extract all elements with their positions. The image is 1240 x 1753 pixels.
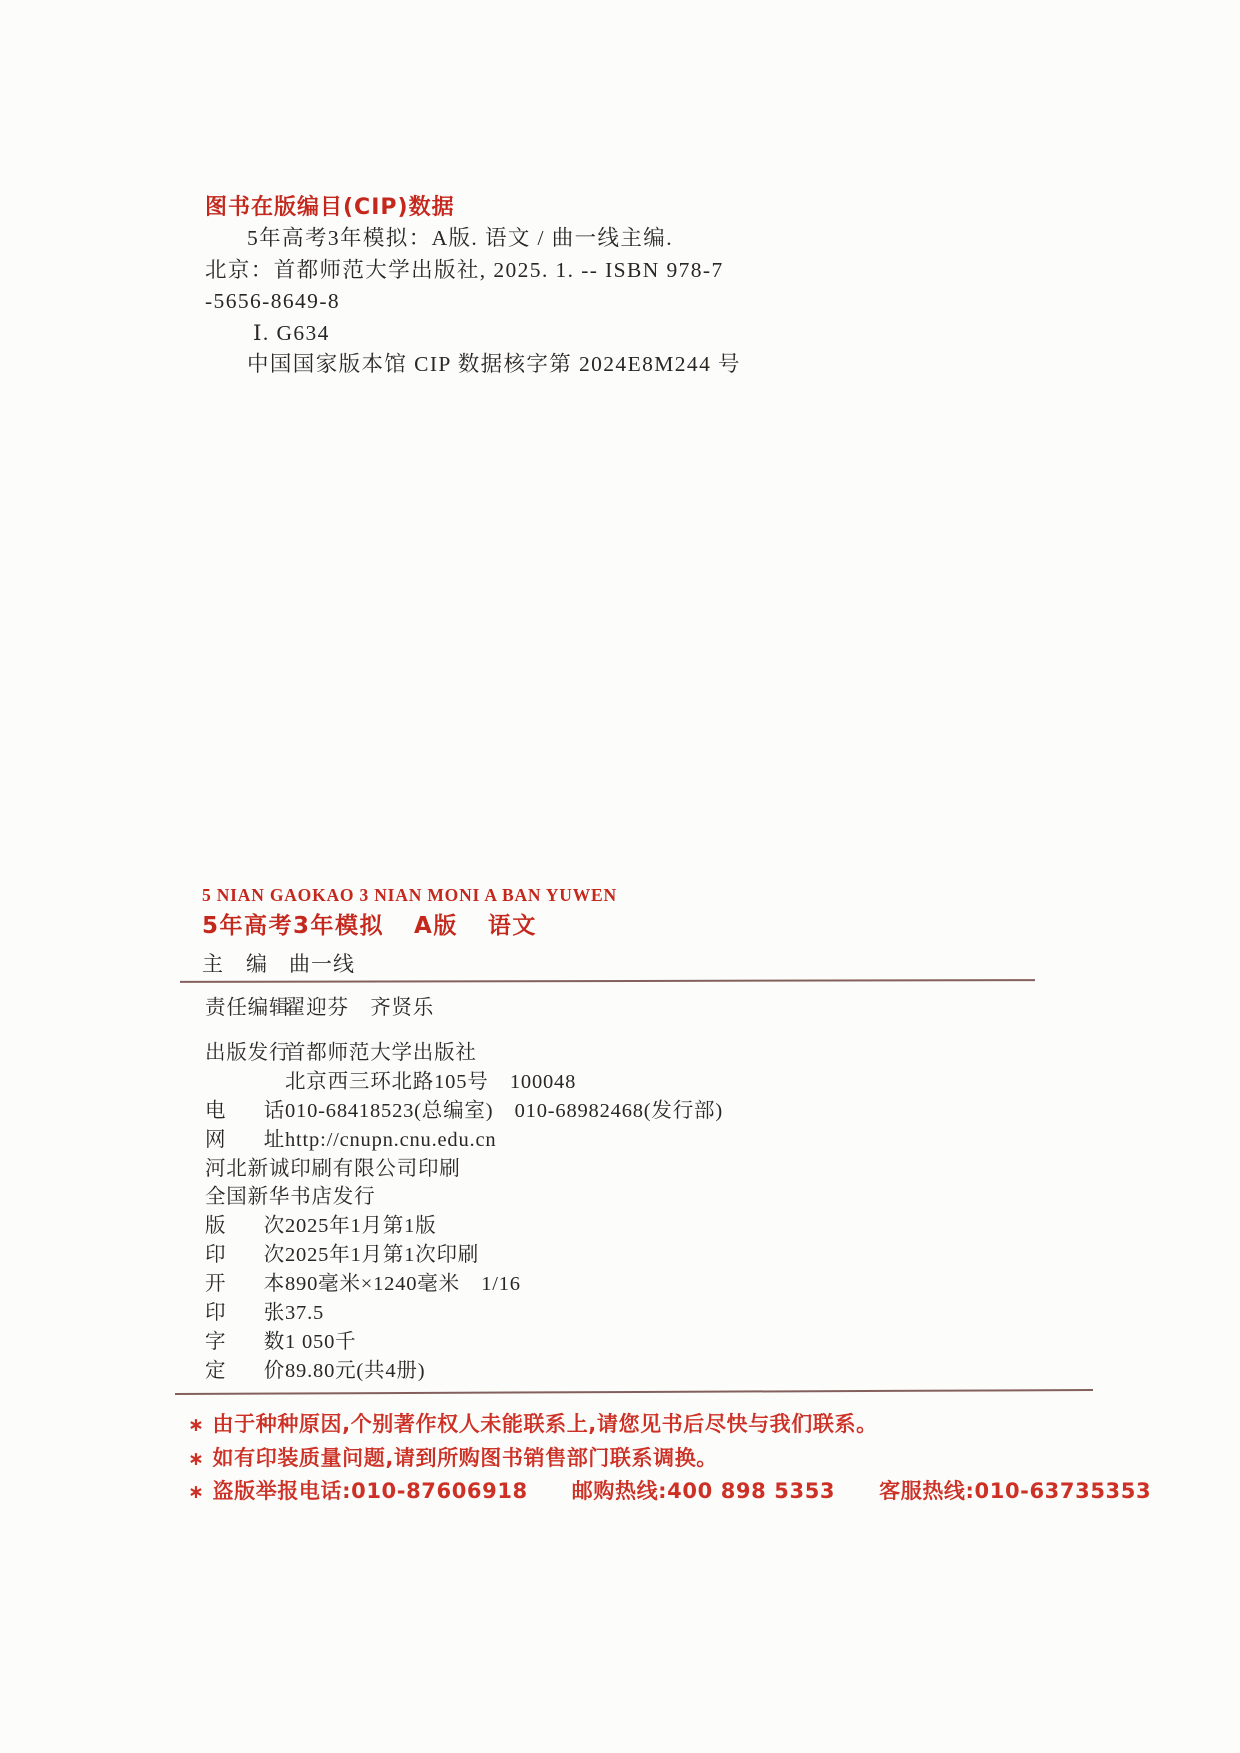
row-value: 890毫米×1240毫米 1/16 — [285, 1273, 521, 1296]
row-label-char: 行 — [268, 1041, 291, 1064]
row-label-char: 本 — [263, 1273, 285, 1296]
book-title — [202, 911, 1002, 941]
colophon-row — [205, 1039, 1065, 1068]
cip-block — [205, 192, 925, 381]
notices-block — [188, 1408, 1152, 1509]
title-segment: A版 — [414, 913, 458, 939]
colophon-row — [205, 1068, 1065, 1097]
row-label — [205, 1357, 285, 1386]
editor-label-char: 编 — [246, 952, 268, 976]
row-label-char: 发 — [247, 1041, 269, 1064]
row-value: 37.5 — [285, 1302, 325, 1325]
row-label-char: 电 — [205, 1099, 227, 1122]
row-label-char: 印 — [205, 1244, 227, 1267]
row-label-char: 版 — [226, 1041, 248, 1064]
title-segment: 5年高考3年模拟 — [202, 913, 385, 939]
row-label-char: 出 — [205, 1041, 227, 1064]
row-value: 翟迎芬 齐贤乐 — [285, 997, 435, 1019]
notice-text: 邮购热线:400 898 5353 — [571, 1479, 836, 1503]
row-value: 北京西三环北路105号 100048 — [285, 1070, 577, 1093]
notice-text: 由于种种原因,个别著作权人未能联系上,请您见书后尽快与我们联系。 — [212, 1412, 878, 1436]
row-value: 2025年1月第1次印刷 — [285, 1244, 480, 1267]
row-label — [205, 1299, 285, 1328]
cip-line: Ⅰ. G634 — [253, 320, 330, 345]
row-label-char: 数 — [263, 1330, 285, 1353]
row-label-char: 版 — [205, 1215, 227, 1238]
row-label-char: 址 — [263, 1128, 285, 1151]
notice-text: 如有印装质量问题,请到所购图书销售部门联系调换。 — [212, 1445, 718, 1470]
colophon-row — [205, 994, 1065, 1023]
cip-line: 中国国家版本馆 CIP 数据核字第 2024E8M244 号 — [247, 352, 741, 376]
row-label — [205, 1328, 285, 1357]
title-pinyin: 5 NIAN GAOKAO 3 NIAN MONI A BAN YUWEN — [202, 885, 617, 905]
row-value: 2025年1月第1版 — [285, 1215, 437, 1238]
notice-line — [188, 1442, 1088, 1476]
row-label — [205, 1097, 285, 1126]
row-label-char: 话 — [263, 1099, 285, 1122]
colophon-row — [205, 1097, 1065, 1126]
colophon-row: 全国新华书店发行 — [205, 1186, 376, 1209]
divider-bottom — [175, 1389, 1093, 1395]
row-label-char: 编 — [247, 997, 269, 1019]
row-label-char: 印 — [205, 1302, 227, 1325]
editor-label-char: 主 — [202, 952, 224, 976]
title-block — [202, 884, 1002, 978]
notice-text: 客服热线:010-63735353 — [879, 1479, 1152, 1503]
colophon-row — [205, 1270, 1065, 1299]
cip-line: -5656-8649-8 — [205, 289, 341, 313]
row-label — [205, 1241, 285, 1270]
row-value: 首都师范大学出版社 — [285, 1041, 477, 1064]
row-label-char: 辑 — [268, 997, 291, 1019]
row-value: 1 050千 — [285, 1330, 357, 1353]
row-label — [205, 994, 291, 1023]
colophon-row — [205, 1299, 1065, 1328]
colophon-row — [205, 1357, 1065, 1386]
colophon-row: 河北新诚印刷有限公司印刷 — [205, 1157, 461, 1180]
notice-line — [188, 1408, 1088, 1442]
row-label-char: 次 — [263, 1244, 285, 1267]
editor-label — [202, 950, 268, 978]
cip-line: 5年高考3年模拟：A版. 语文 / 曲一线主编. — [247, 226, 673, 250]
row-label-char: 定 — [205, 1359, 227, 1382]
asterisk-bullet: ∗ — [188, 1447, 205, 1470]
colophon-row — [205, 1126, 1065, 1155]
row-label-char: 开 — [205, 1273, 227, 1296]
row-label-char: 次 — [263, 1215, 285, 1238]
row-label — [205, 1039, 291, 1068]
row-label-char: 网 — [205, 1128, 227, 1151]
row-label — [205, 1212, 285, 1241]
row-value: http://cnupn.cnu.edu.cn — [285, 1128, 497, 1151]
cip-line: 北京：首都师范大学出版社, 2025. 1. -- ISBN 978-7 — [205, 257, 724, 282]
editor-name: 曲一线 — [289, 952, 355, 976]
cip-lines — [205, 223, 925, 381]
row-value: 010-68418523(总编室) 010-68982468(发行部) — [285, 1099, 723, 1122]
row-label-char: 责 — [205, 997, 227, 1019]
colophon-row — [205, 1241, 1065, 1270]
asterisk-bullet: ∗ — [188, 1414, 205, 1436]
row-label-char: 价 — [263, 1359, 285, 1382]
row-label — [205, 1270, 285, 1299]
colophon-block — [205, 994, 1065, 1386]
asterisk-bullet: ∗ — [188, 1481, 205, 1503]
notice-line — [188, 1475, 1152, 1509]
title-segment: 语文 — [487, 913, 537, 939]
row-value: 89.80元(共4册) — [285, 1359, 426, 1382]
row-label-char: 字 — [205, 1330, 227, 1353]
colophon-row — [205, 1328, 1065, 1357]
row-label — [205, 1126, 285, 1155]
editor-row — [202, 950, 1002, 978]
notice-text: 盗版举报电话:010-87606918 — [212, 1479, 528, 1503]
divider-top — [180, 979, 1035, 983]
row-label-char: 张 — [263, 1302, 285, 1325]
cip-header: 图书在版编目(CIP)数据 — [205, 195, 455, 220]
row-label-char: 任 — [226, 997, 248, 1019]
colophon-row — [205, 1212, 1065, 1241]
